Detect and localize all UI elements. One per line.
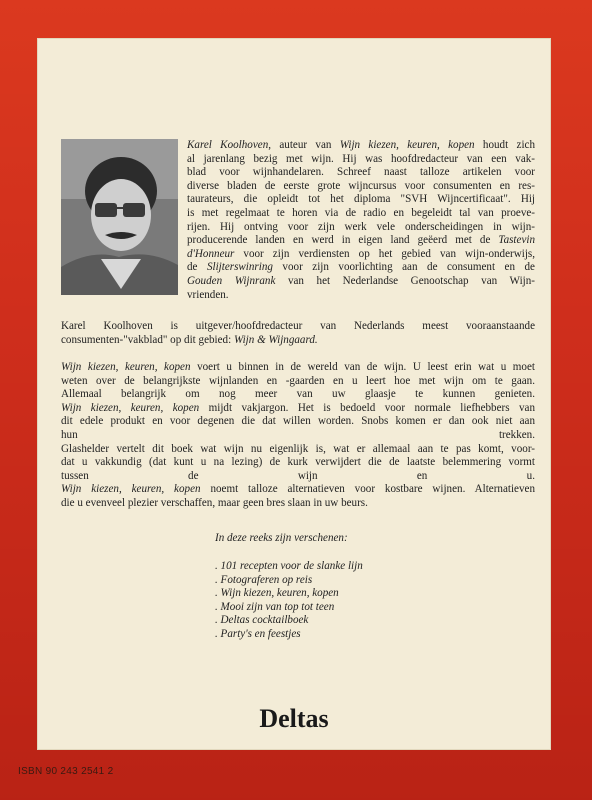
text-line <box>61 402 535 416</box>
text-run: dit edele produkt en voor degenen die dat willen worden. Snobs komen er dan ook niet aan <box>61 415 535 428</box>
series-list <box>215 560 363 642</box>
series-item: . Deltas cocktailboek <box>215 614 309 627</box>
text-line <box>187 221 535 235</box>
text-line <box>61 443 535 457</box>
text-run: voert u binnen in de wereld van de wijn. U leest erin wat u moet <box>190 361 535 373</box>
series-item: . Fotograferen op reis <box>215 573 313 586</box>
series-item: . 101 recepten voor de slanke lijn <box>215 560 363 572</box>
author-portrait-image <box>61 139 178 295</box>
author-bio-continued <box>61 320 535 347</box>
back-cover-panel <box>37 38 551 750</box>
text-line <box>187 193 535 207</box>
text-line <box>187 248 535 262</box>
text-run: noemt talloze alternatieven voor kostbare wijnen. Alternatieven <box>200 483 536 496</box>
book-description <box>61 361 535 511</box>
text-run: is met regelmaat te horen via de radio en begeleidt tal van proeve- <box>187 206 535 219</box>
text-run: al jarenlang bezig met wijn. Hij was hoofdredacteur van een vak- <box>187 152 535 165</box>
publisher-logo: Deltas <box>259 704 329 733</box>
text-run: die u evenveel plezier verschaffen, maar geen bres slaan in uw beurs. <box>61 496 368 509</box>
text-run: van het Nederlandse Genootschap van Wijn- <box>275 274 535 287</box>
text-line <box>61 375 535 389</box>
text-run: weten over de belangrijkste wijnlanden en -gaarden en u leert hoe met wijn om te gaan. <box>61 374 535 387</box>
italic-text: Wijn & Wijngaard. <box>233 333 318 346</box>
text-run: Allemaal belangrijk om nog meer van uw glaasje te kunnen genieten. <box>61 388 535 401</box>
text-line <box>187 207 535 221</box>
text-run: de <box>187 261 207 274</box>
author-photo <box>61 139 178 295</box>
text-run: Karel Koolhoven is uitgever/hoofdredacteur van Nederlands meest vooraanstaande <box>61 320 535 332</box>
italic-text: Wijn kiezen, keuren, kopen <box>61 361 191 373</box>
text-run: producerende landen en werd in eigen land geëerd met de <box>187 234 499 247</box>
text-line <box>187 153 535 167</box>
series-item: . Wijn kiezen, keuren, kopen <box>215 587 339 600</box>
italic-text: Gouden Wijnrank <box>187 274 276 287</box>
text-line <box>61 334 535 348</box>
text-run: blad voor wijnhandelaren. Schreef naast talloze artikelen voor <box>187 166 535 179</box>
text-run: mijdt vakjargon. Het is bedoeld voor normale liefhebbers van <box>199 401 535 414</box>
italic-text: Slijterswinring <box>206 261 273 274</box>
text-line <box>61 429 535 443</box>
text-run: vrienden. <box>187 288 229 301</box>
text-line <box>61 483 535 497</box>
italic-text: Wijn kiezen, keuren, kopen <box>61 483 201 496</box>
italic-text: Wijn kiezen, keuren, kopen <box>339 139 475 151</box>
text-run: consumenten-"vakblad" op dit gebied: <box>61 333 234 346</box>
series-item: . Party's en feestjes <box>215 627 301 640</box>
text-run: rijen. Hij ontving voor zijn werk vele onderscheidingen in wijn- <box>187 220 535 233</box>
text-line <box>187 261 535 275</box>
text-run: voor zijn voorlichting aan de consument en de <box>272 261 535 274</box>
italic-text: Karel Koolhoven <box>187 139 269 151</box>
text-run: diverse bladen de eerste grote wijncursus voor consumenten en res- <box>187 179 535 192</box>
text-line <box>187 180 535 194</box>
text-line <box>61 415 535 429</box>
text-run: hun trekken. <box>61 428 535 441</box>
text-run: voor zijn verdiensten op het gebied van wijn-onderwijs, <box>234 247 535 260</box>
text-line <box>61 320 535 334</box>
series-item: . Mooi zijn van top tot teen <box>215 600 335 613</box>
text-line <box>187 139 535 153</box>
text-line <box>61 470 535 484</box>
text-run: houdt zich <box>474 139 535 151</box>
isbn-number: ISBN 90 243 2541 2 <box>18 766 114 777</box>
italic-text: Wijn kiezen, keuren, kopen <box>61 401 200 414</box>
author-bio <box>187 139 535 302</box>
text-run: taurateurs, die opleidt tot het diploma "SVH Wijncertificaat". Hij <box>187 193 535 206</box>
text-line <box>187 234 535 248</box>
text-run: Glashelder vertelt dit boek wat wijn nu eigenlijk is, wat er allemaal aan te pas komt, voor- <box>61 442 535 455</box>
italic-text: d'Honneur <box>187 247 235 260</box>
text-run: dat u vakkundig (dat kunt u na lezing) de kurk verwijdert die de laatste belemmering vormt <box>61 456 535 469</box>
series-heading: In deze reeks zijn verschenen: <box>215 532 348 544</box>
text-run: tussen de wijn en u. <box>61 469 535 482</box>
italic-text: Tastevin <box>498 234 535 247</box>
text-run: , auteur van <box>268 139 340 151</box>
text-line <box>187 289 535 303</box>
text-line <box>61 497 535 511</box>
text-line <box>61 361 535 375</box>
text-line <box>61 388 535 402</box>
text-line <box>61 456 535 470</box>
text-line <box>187 275 535 289</box>
text-line <box>187 166 535 180</box>
